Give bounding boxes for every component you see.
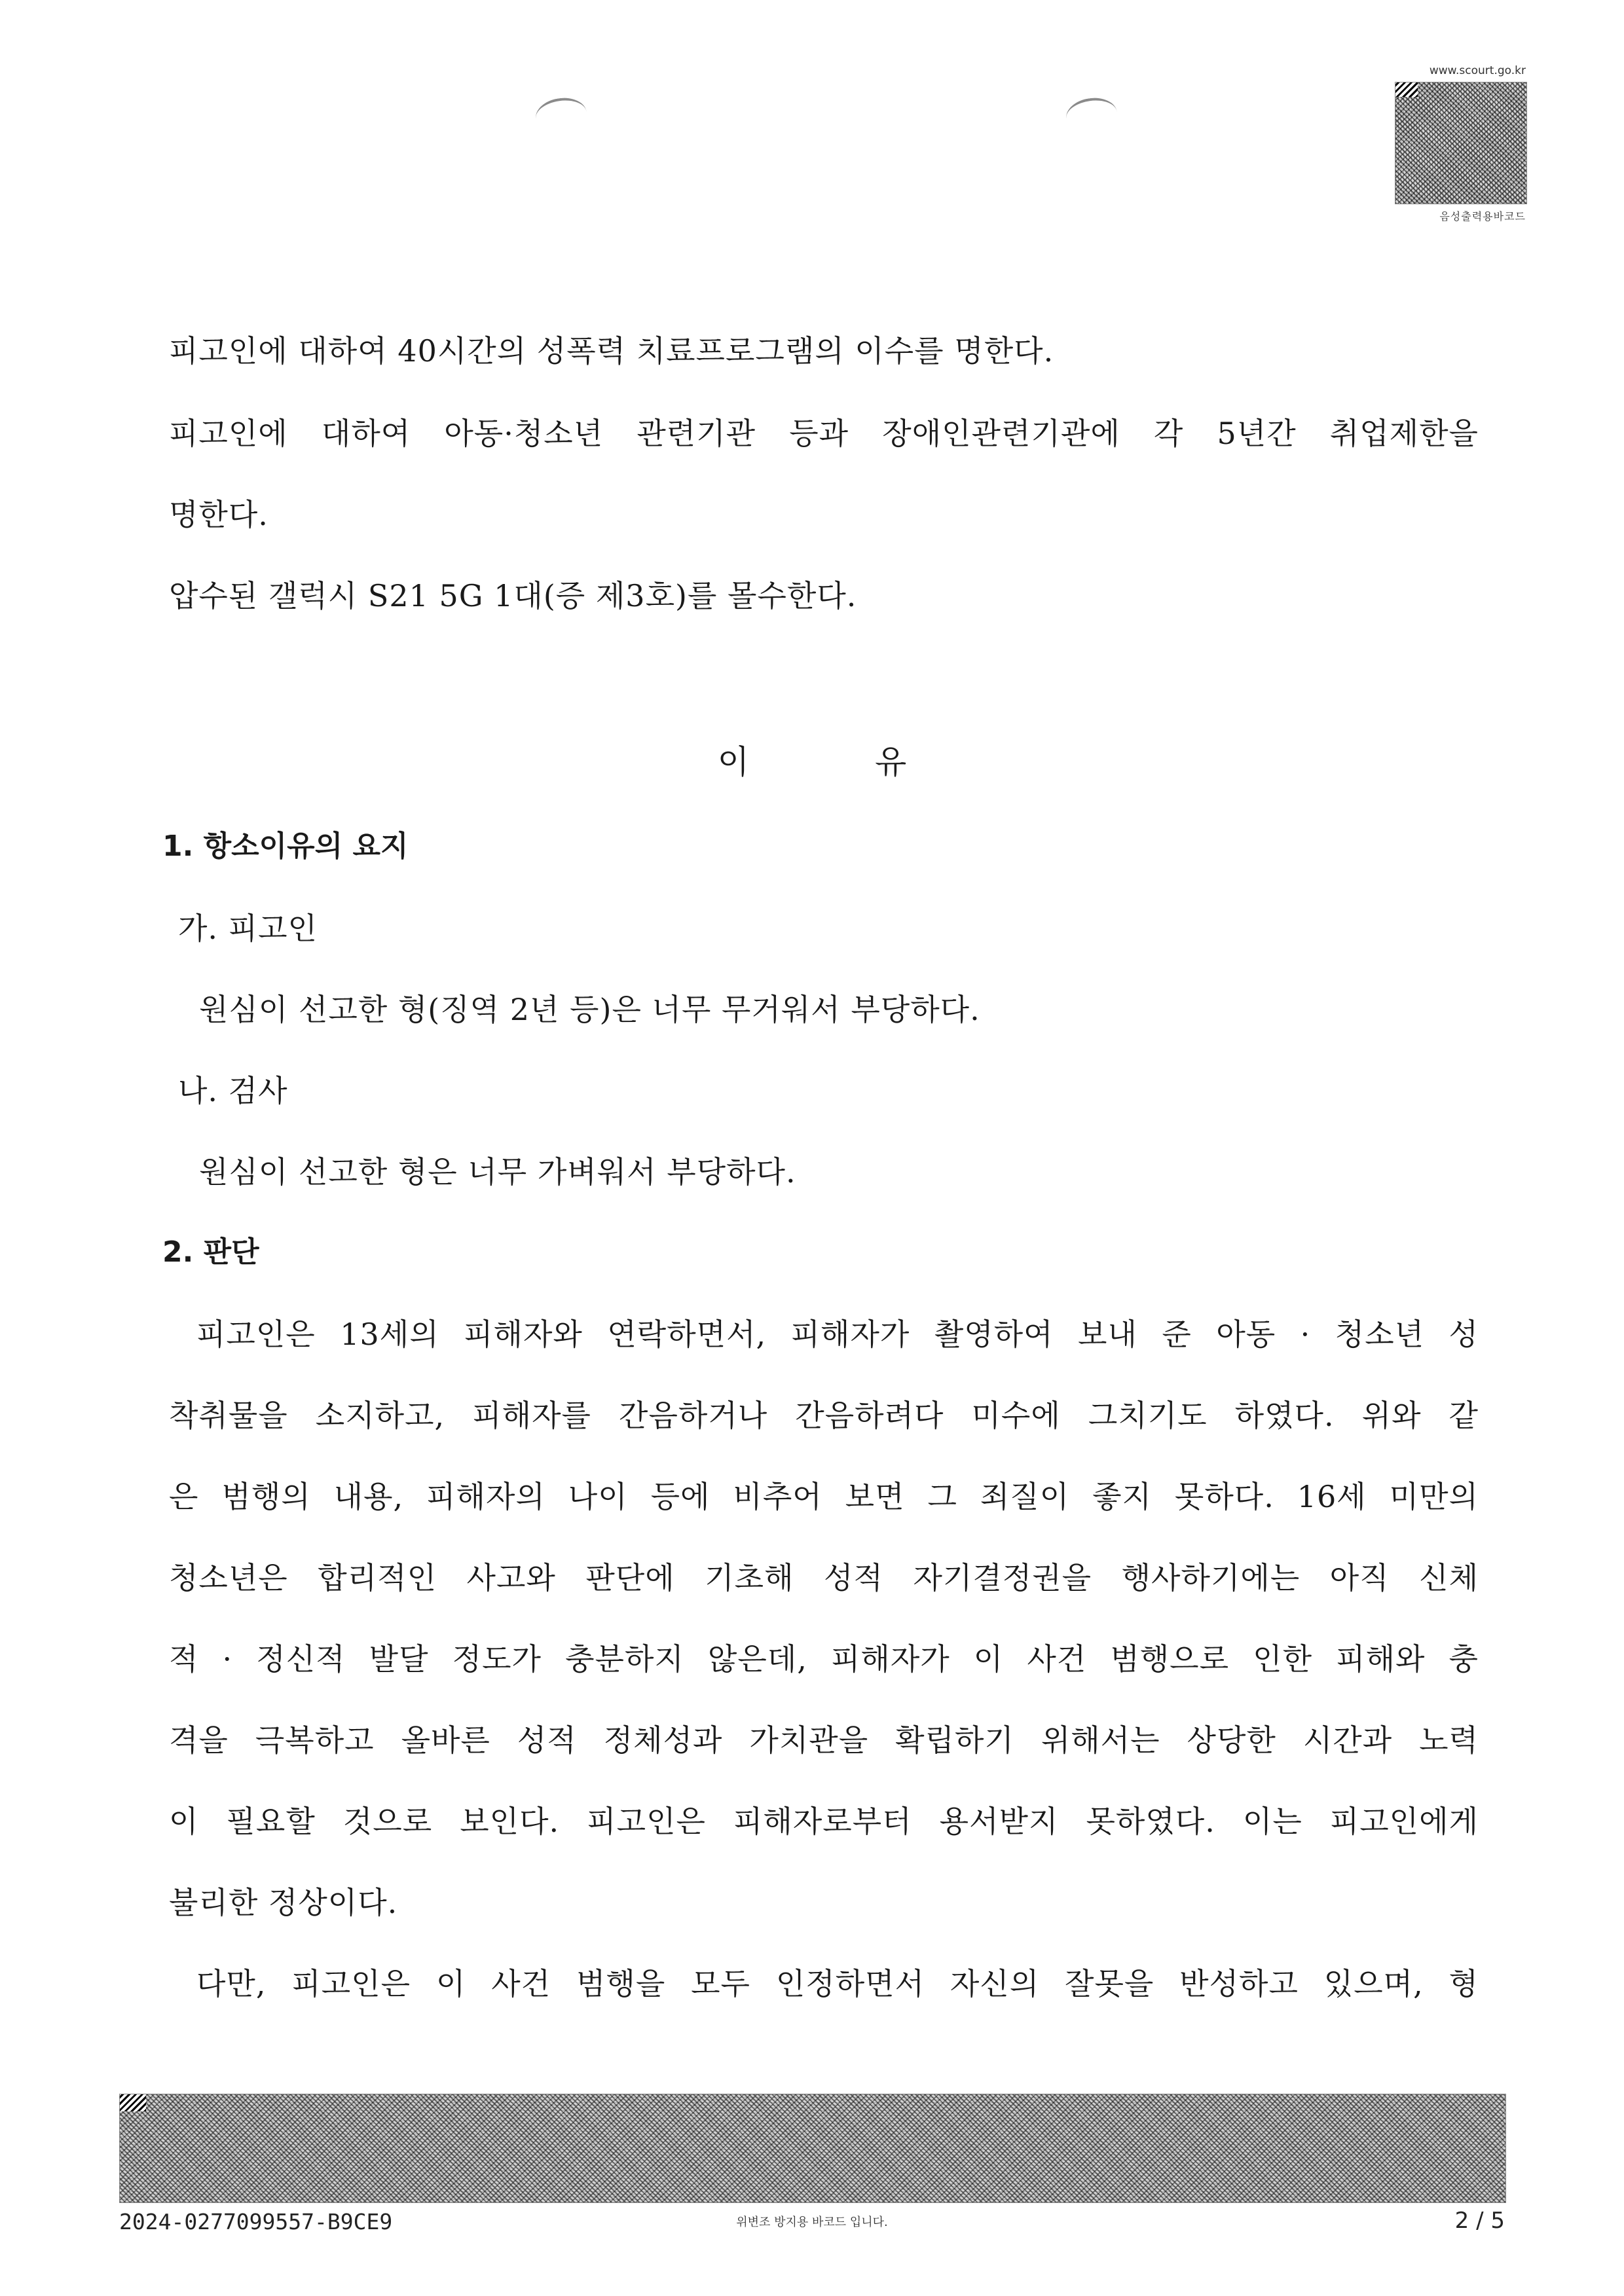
document-id: 2024-0277099557-B9CE9 [119, 2209, 393, 2234]
order-line-4: 압수된 갤럭시 S21 5G 1대(증 제3호)를 몰수한다. [169, 578, 857, 613]
order-line-1: 피고인에 대하여 40시간의 성폭력 치료프로그램의 이수를 명한다. [169, 333, 1054, 369]
judgment-line-1: 피고인은 13세의 피해자와 연락하면서, 피해자가 촬영하여 보내 준 아동 · 청소년 성 [196, 1317, 1479, 1352]
punch-hole-mark-right [1064, 95, 1119, 136]
judgment-line-9: 다만, 피고인은 이 사건 범행을 모두 인정하면서 자신의 잘못을 반성하고 있으며, 형 [196, 1966, 1479, 2001]
reasons-title-char-1: 이 [717, 743, 749, 781]
barcode-corner-mark [1395, 82, 1418, 97]
order-line-3: 명한다. [169, 497, 268, 532]
court-url: www.scourt.go.kr [1429, 64, 1526, 77]
punch-hole-mark-left [534, 95, 589, 136]
defendant-argument: 원심이 선고한 형(징역 2년 등)은 너무 무거워서 부당하다. [199, 992, 980, 1027]
reasons-title-char-2: 유 [875, 743, 907, 781]
prosecutor-argument: 원심이 선고한 형은 너무 가벼워서 부당하다. [199, 1154, 796, 1190]
judgment-line-6: 격을 극복하고 올바른 성적 정체성과 가치관을 확립하기 위해서는 상당한 시간과 노력 [169, 1722, 1479, 1758]
page-number: 2 / 5 [1454, 2208, 1505, 2234]
judgment-line-8: 불리한 정상이다. [169, 1885, 398, 1920]
judgment-line-5: 적 · 정신적 발달 정도가 충분하지 않은데, 피해자가 이 사건 범행으로 인한 피해와 충 [169, 1641, 1479, 1677]
barcode-label: 음성출력용바코드 [1439, 210, 1526, 223]
bottom-barcode-corner-mark [120, 2094, 146, 2111]
reasons-title [0, 741, 1624, 783]
defendant-label: 가. 피고인 [178, 911, 318, 946]
prosecutor-label: 나. 검사 [178, 1073, 288, 1108]
judgment-line-3: 은 범행의 내용, 피해자의 나이 등에 비추어 보면 그 죄질이 좋지 못하다. 16세 미만의 [169, 1479, 1479, 1514]
voice-output-barcode [1395, 82, 1527, 204]
judgment-line-4: 청소년은 합리적인 사고와 판단에 기초해 성적 자기결정권을 행사하기에는 아직 신체 [169, 1560, 1479, 1595]
section-heading-appeal-grounds: 1. 항소이유의 요지 [162, 829, 409, 863]
order-line-2: 피고인에 대하여 아동·청소년 관련기관 등과 장애인관련기관에 각 5년간 취업제한을 [169, 416, 1479, 451]
anti-forgery-barcode [119, 2094, 1506, 2203]
barcode-note: 위변조 방지용 바코드 입니다. [736, 2215, 888, 2229]
judgment-line-2: 착취물을 소지하고, 피해자를 간음하거나 간음하려다 미수에 그치기도 하였다. 위와 같 [169, 1398, 1479, 1433]
section-heading-judgment: 2. 판단 [162, 1235, 259, 1269]
judgment-line-7: 이 필요할 것으로 보인다. 피고인은 피해자로부터 용서받지 못하였다. 이는 피고인에게 [169, 1804, 1479, 1839]
